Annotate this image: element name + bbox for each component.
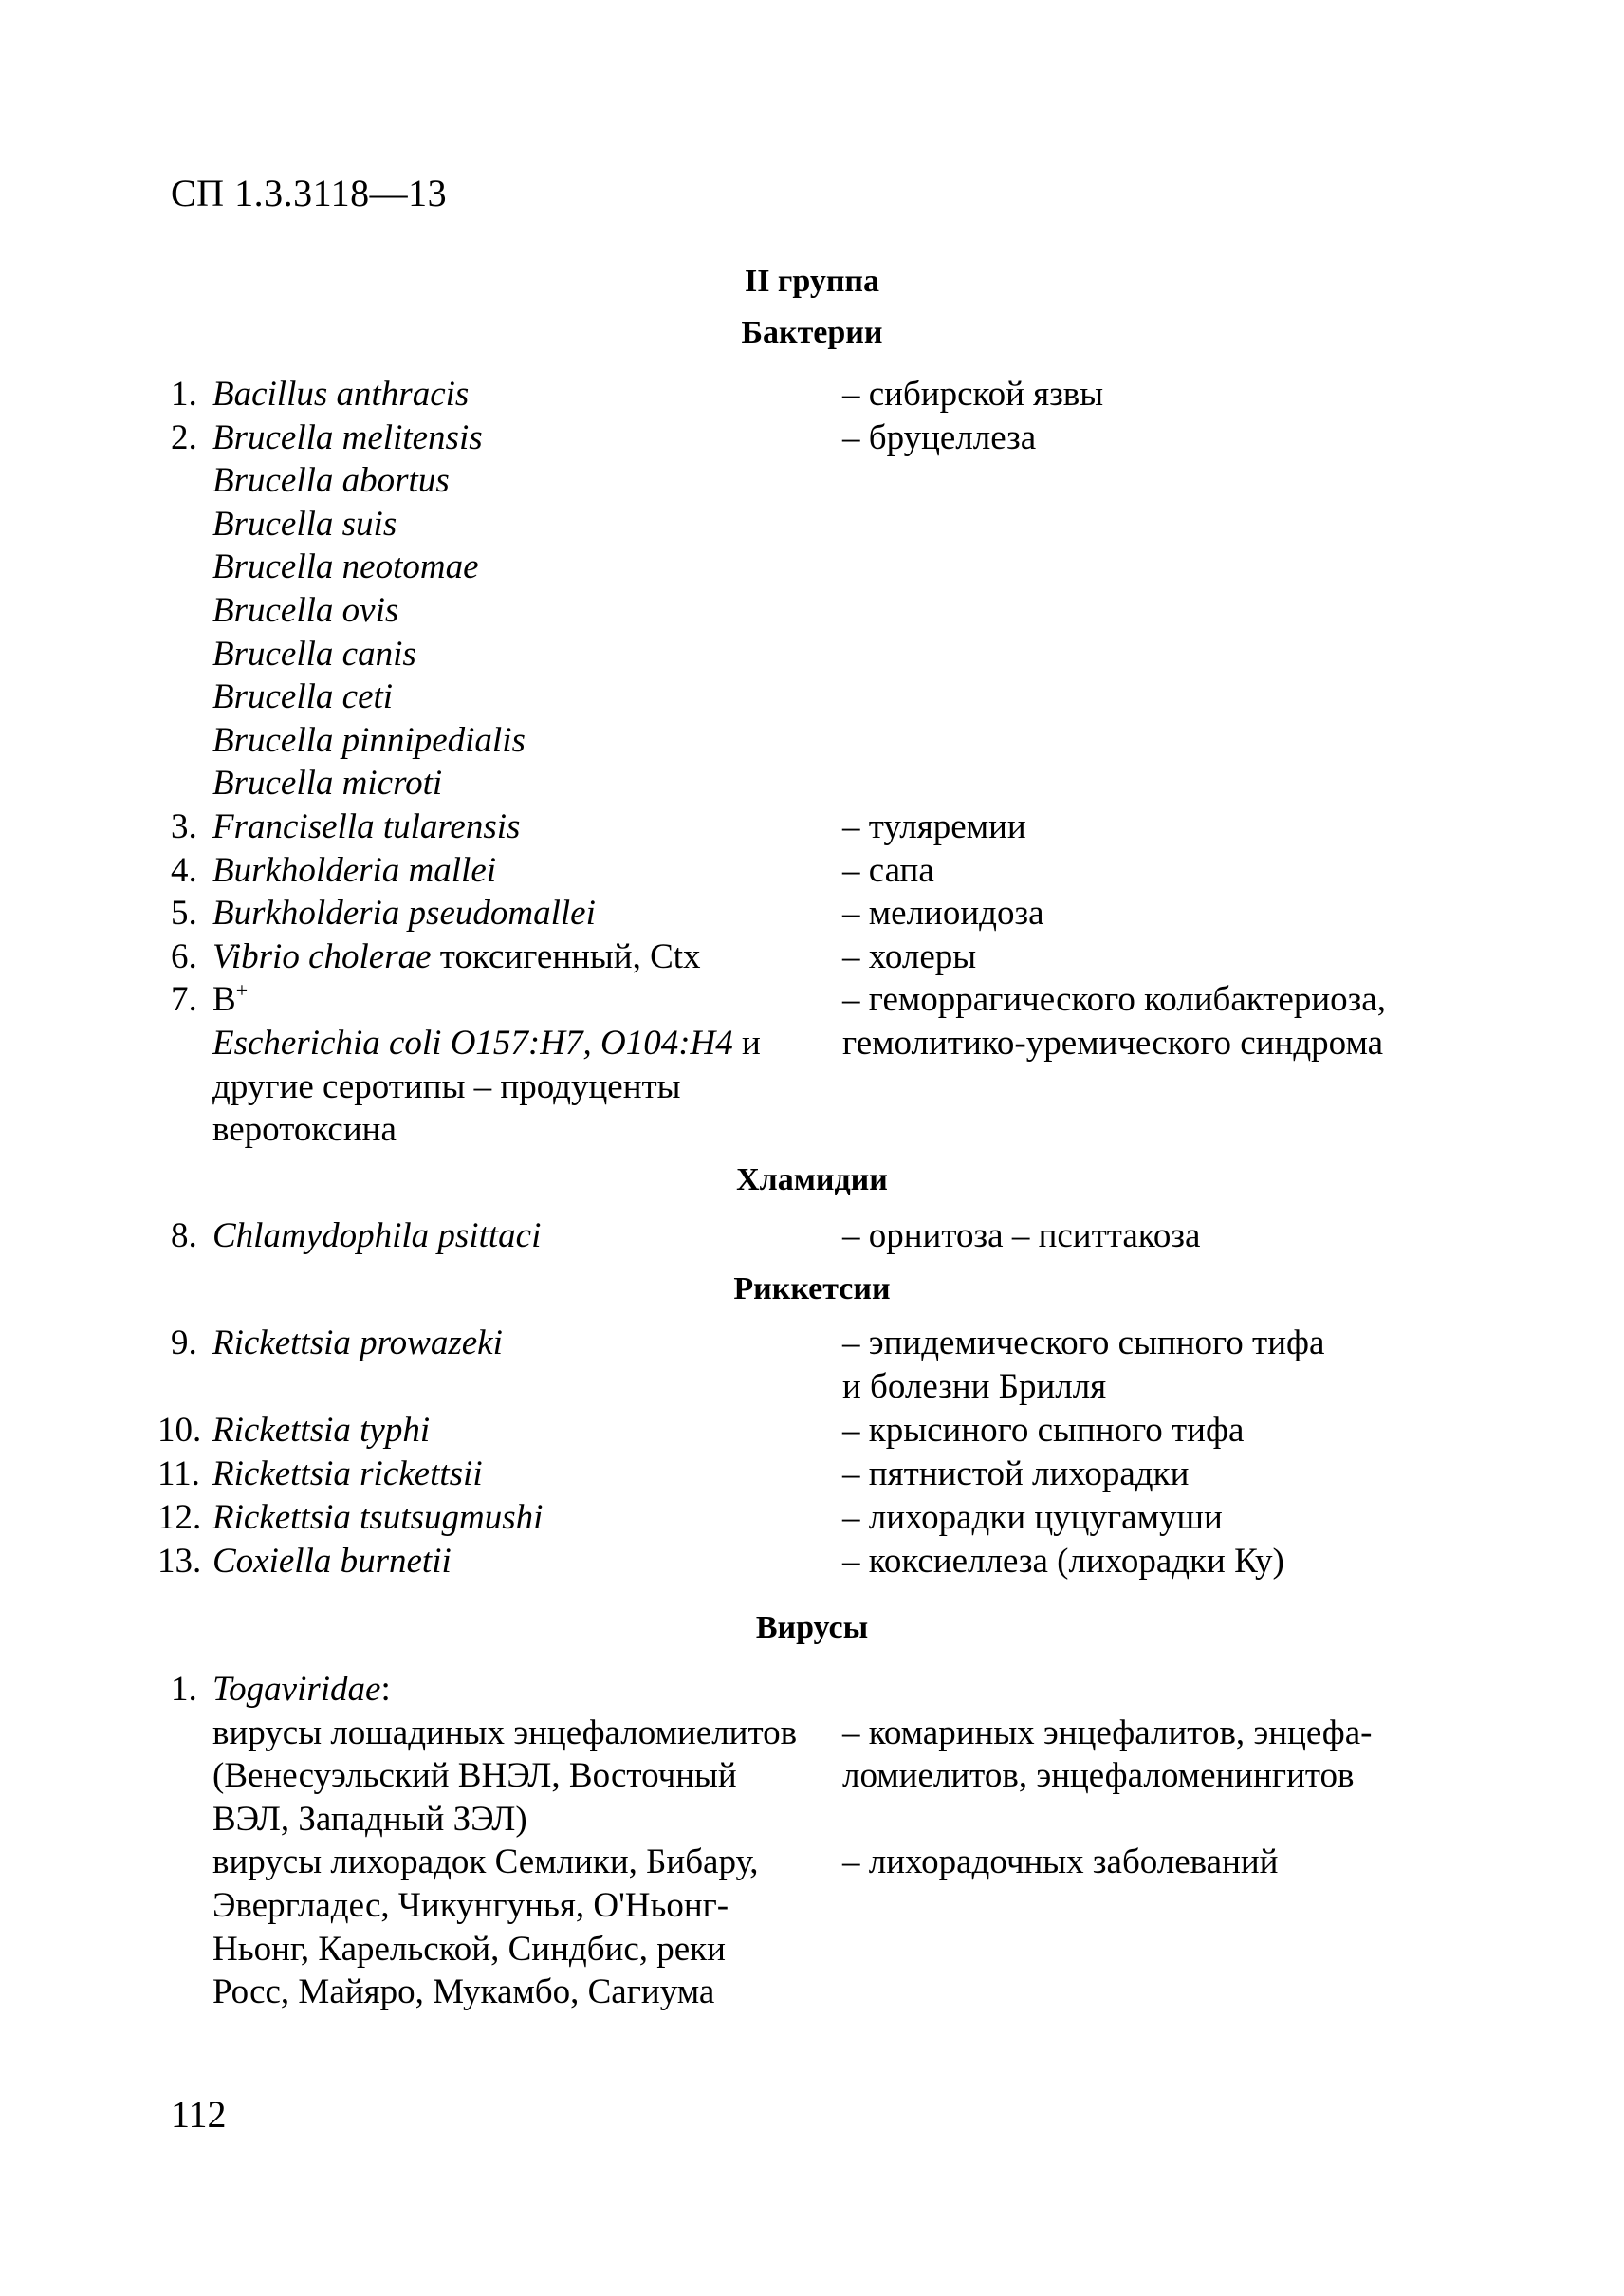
organism-name <box>212 1022 761 1065</box>
organism-name <box>212 1971 714 2014</box>
group-title: II группа <box>744 264 880 299</box>
organism-latin-name: Brucella ovis <box>212 591 399 630</box>
organism-name <box>212 762 442 805</box>
organism-latin-name: B <box>212 980 236 1020</box>
page-number: 112 <box>171 2093 227 2136</box>
organism-name <box>212 373 469 417</box>
entry-row <box>0 546 1624 589</box>
entry-row <box>0 459 1624 503</box>
organism-latin-name: Brucella neotomae <box>212 547 479 587</box>
disease-name: – эпидемического сыпного тифа <box>842 1324 1325 1362</box>
entry-row <box>0 805 1624 849</box>
organism-name <box>212 503 397 546</box>
organism-latin-name: Brucella pinnipedialis <box>212 720 526 760</box>
entry-row <box>0 892 1624 935</box>
entry-row <box>0 1712 1624 1755</box>
organism-latin-name: Brucella microti <box>212 764 443 804</box>
organism-name <box>212 1065 681 1109</box>
disease-name: гемолитико-уремического синдрома <box>842 1024 1384 1063</box>
organism-name <box>212 417 483 460</box>
entry-number: 13. <box>157 1542 202 1581</box>
organism-description: ВЭЛ, Западный ЗЭЛ) <box>212 1799 527 1839</box>
entry-number: 8. <box>171 1216 197 1255</box>
organism-name <box>212 1798 527 1842</box>
organism-latin-name: Rickettsia prowazeki <box>212 1324 503 1362</box>
disease-name: – лихорадки цуцугамуши <box>842 1498 1223 1537</box>
entry-row <box>0 1798 1624 1842</box>
organism-name <box>212 1108 397 1152</box>
entry-number: 5. <box>171 894 197 934</box>
superscript: + <box>235 978 249 1003</box>
entry-row <box>0 676 1624 719</box>
organism-description: Эвергладес, Чикунгунья, О'Ньонг- <box>212 1886 729 1925</box>
disease-name: ломиелитов, энцефаломенингитов <box>842 1756 1355 1796</box>
section-heading-bacteria: Бактерии <box>741 315 883 350</box>
document-code: СП 1.3.3118—13 <box>171 172 448 214</box>
entry-row <box>0 1884 1624 1928</box>
organism-latin-name: Brucella abortus <box>212 461 450 501</box>
organism-latin-name: Escherichia coli O157:H7, O104:H4 <box>212 1024 733 1063</box>
disease-name: – мелиоидоза <box>842 894 1044 934</box>
entry-row <box>0 1022 1624 1065</box>
organism-name <box>212 1214 541 1258</box>
organism-name <box>212 805 520 849</box>
entry-row <box>0 1496 1624 1540</box>
organism-name <box>212 633 416 676</box>
organism-latin-name: Vibrio cholerae <box>212 936 432 976</box>
organism-name <box>212 1668 391 1712</box>
organism-latin-name: Burkholderia pseudomallei <box>212 894 596 934</box>
organism-name-suffix: токсигенный, Ctx <box>431 936 701 976</box>
entry-row <box>0 1754 1624 1798</box>
entry-row <box>0 849 1624 893</box>
organism-name <box>212 1540 452 1583</box>
organism-description: Росс, Майяро, Мукамбо, Сагиума <box>212 1972 715 2012</box>
organism-name <box>212 676 393 719</box>
disease-name: и болезни Брилля <box>842 1367 1107 1406</box>
disease-name: – холеры <box>842 936 977 976</box>
entry-row <box>0 1108 1624 1152</box>
organism-latin-name: Francisella tularensis <box>212 807 521 846</box>
disease-name: – пятнистой лихорадки <box>842 1454 1190 1493</box>
organism-name <box>212 1409 430 1453</box>
organism-name <box>212 1712 797 1755</box>
organism-name <box>212 1322 503 1365</box>
organism-latin-name: Brucella suis <box>212 504 397 544</box>
organism-latin-name: Brucella ceti <box>212 677 394 717</box>
entry-row <box>0 762 1624 805</box>
organism-name <box>212 1754 737 1798</box>
entry-row <box>0 1365 1624 1409</box>
entry-row <box>0 1322 1624 1365</box>
organism-name <box>212 459 450 503</box>
disease-name: – крысиного сыпного тифа <box>842 1411 1245 1450</box>
entry-number: 1. <box>171 375 197 414</box>
entry-number: 9. <box>171 1324 197 1362</box>
entry-number: 11. <box>157 1454 200 1493</box>
disease-name: – сапа <box>842 850 934 890</box>
entry-row <box>0 1668 1624 1712</box>
entry-number: 4. <box>171 850 197 890</box>
organism-latin-name: Bacillus anthracis <box>212 375 470 414</box>
organism-name <box>212 849 496 893</box>
organism-latin-name: Brucella melitensis <box>212 417 483 457</box>
entry-number: 6. <box>171 936 197 976</box>
organism-name <box>212 546 479 589</box>
entry-number: 2. <box>171 417 197 457</box>
entry-row <box>0 935 1624 979</box>
disease-name: – сибирской язвы <box>842 375 1104 414</box>
entry-number: 3. <box>171 807 197 846</box>
organism-name <box>212 1841 759 1884</box>
entry-row <box>0 1065 1624 1109</box>
entry-row <box>0 1971 1624 2014</box>
entry-row <box>0 1928 1624 1972</box>
organism-description: другие серотипы – продуценты <box>212 1066 681 1106</box>
disease-name: – бруцеллеза <box>842 417 1037 457</box>
disease-name: – орнитоза – пситтакоза <box>842 1216 1201 1255</box>
organism-latin-name: Rickettsia tsutsugmushi <box>212 1498 544 1537</box>
organism-name <box>212 1496 543 1540</box>
organism-name <box>212 978 248 1022</box>
organism-name-suffix: и <box>732 1024 761 1063</box>
organism-name <box>212 1928 726 1972</box>
entry-row <box>0 719 1624 763</box>
entry-row <box>0 1409 1624 1453</box>
organism-name <box>212 935 701 979</box>
entry-row <box>0 633 1624 676</box>
organism-name <box>212 719 526 763</box>
disease-name: – комариных энцефалитов, энцефа- <box>842 1713 1373 1752</box>
section-heading-rickettsia: Риккетсии <box>733 1271 891 1306</box>
entry-number: 12. <box>157 1498 202 1537</box>
entry-row <box>0 589 1624 633</box>
entry-row <box>0 1214 1624 1258</box>
entry-row <box>0 1540 1624 1583</box>
organism-latin-name: Chlamydophila psittaci <box>212 1216 542 1255</box>
organism-name <box>212 892 596 935</box>
entry-number: 1. <box>171 1670 197 1709</box>
disease-name: – лихорадочных заболеваний <box>842 1842 1279 1882</box>
organism-description: вирусы лихорадок Семлики, Бибару, <box>212 1842 759 1882</box>
organism-name <box>212 589 398 633</box>
entry-row <box>0 417 1624 460</box>
organism-latin-name: Coxiella burnetii <box>212 1542 452 1581</box>
organism-description: вирусы лошадиных энцефаломиелитов <box>212 1713 798 1752</box>
entry-row <box>0 503 1624 546</box>
organism-description: (Венесуэльский ВНЭЛ, Восточный <box>212 1756 737 1796</box>
entry-number: 10. <box>157 1411 202 1450</box>
organism-latin-name: Rickettsia typhi <box>212 1411 431 1450</box>
organism-description: Ньонг, Карельской, Синдбис, реки <box>212 1929 726 1969</box>
disease-name: – геморрагического колибактериоза, <box>842 980 1386 1020</box>
organism-name <box>212 1884 729 1928</box>
organism-description: веротоксина <box>212 1110 397 1150</box>
organism-name-suffix: : <box>380 1670 391 1709</box>
entry-row <box>0 978 1624 1022</box>
disease-name: – туляремии <box>842 807 1026 846</box>
entry-row <box>0 1453 1624 1496</box>
disease-name: – коксиеллеза (лихорадки Ку) <box>842 1542 1284 1581</box>
entry-number: 7. <box>171 980 197 1020</box>
entry-row <box>0 373 1624 417</box>
organism-name <box>212 1453 483 1496</box>
organism-latin-name: Brucella canis <box>212 634 416 674</box>
entry-row <box>0 1841 1624 1884</box>
section-heading-viruses: Вирусы <box>755 1610 869 1645</box>
organism-latin-name: Burkholderia mallei <box>212 850 497 890</box>
organism-latin-name: Togaviridae <box>212 1670 381 1709</box>
organism-latin-name: Rickettsia rickettsii <box>212 1454 483 1493</box>
section-heading-chlamydia: Хламидии <box>736 1162 888 1197</box>
